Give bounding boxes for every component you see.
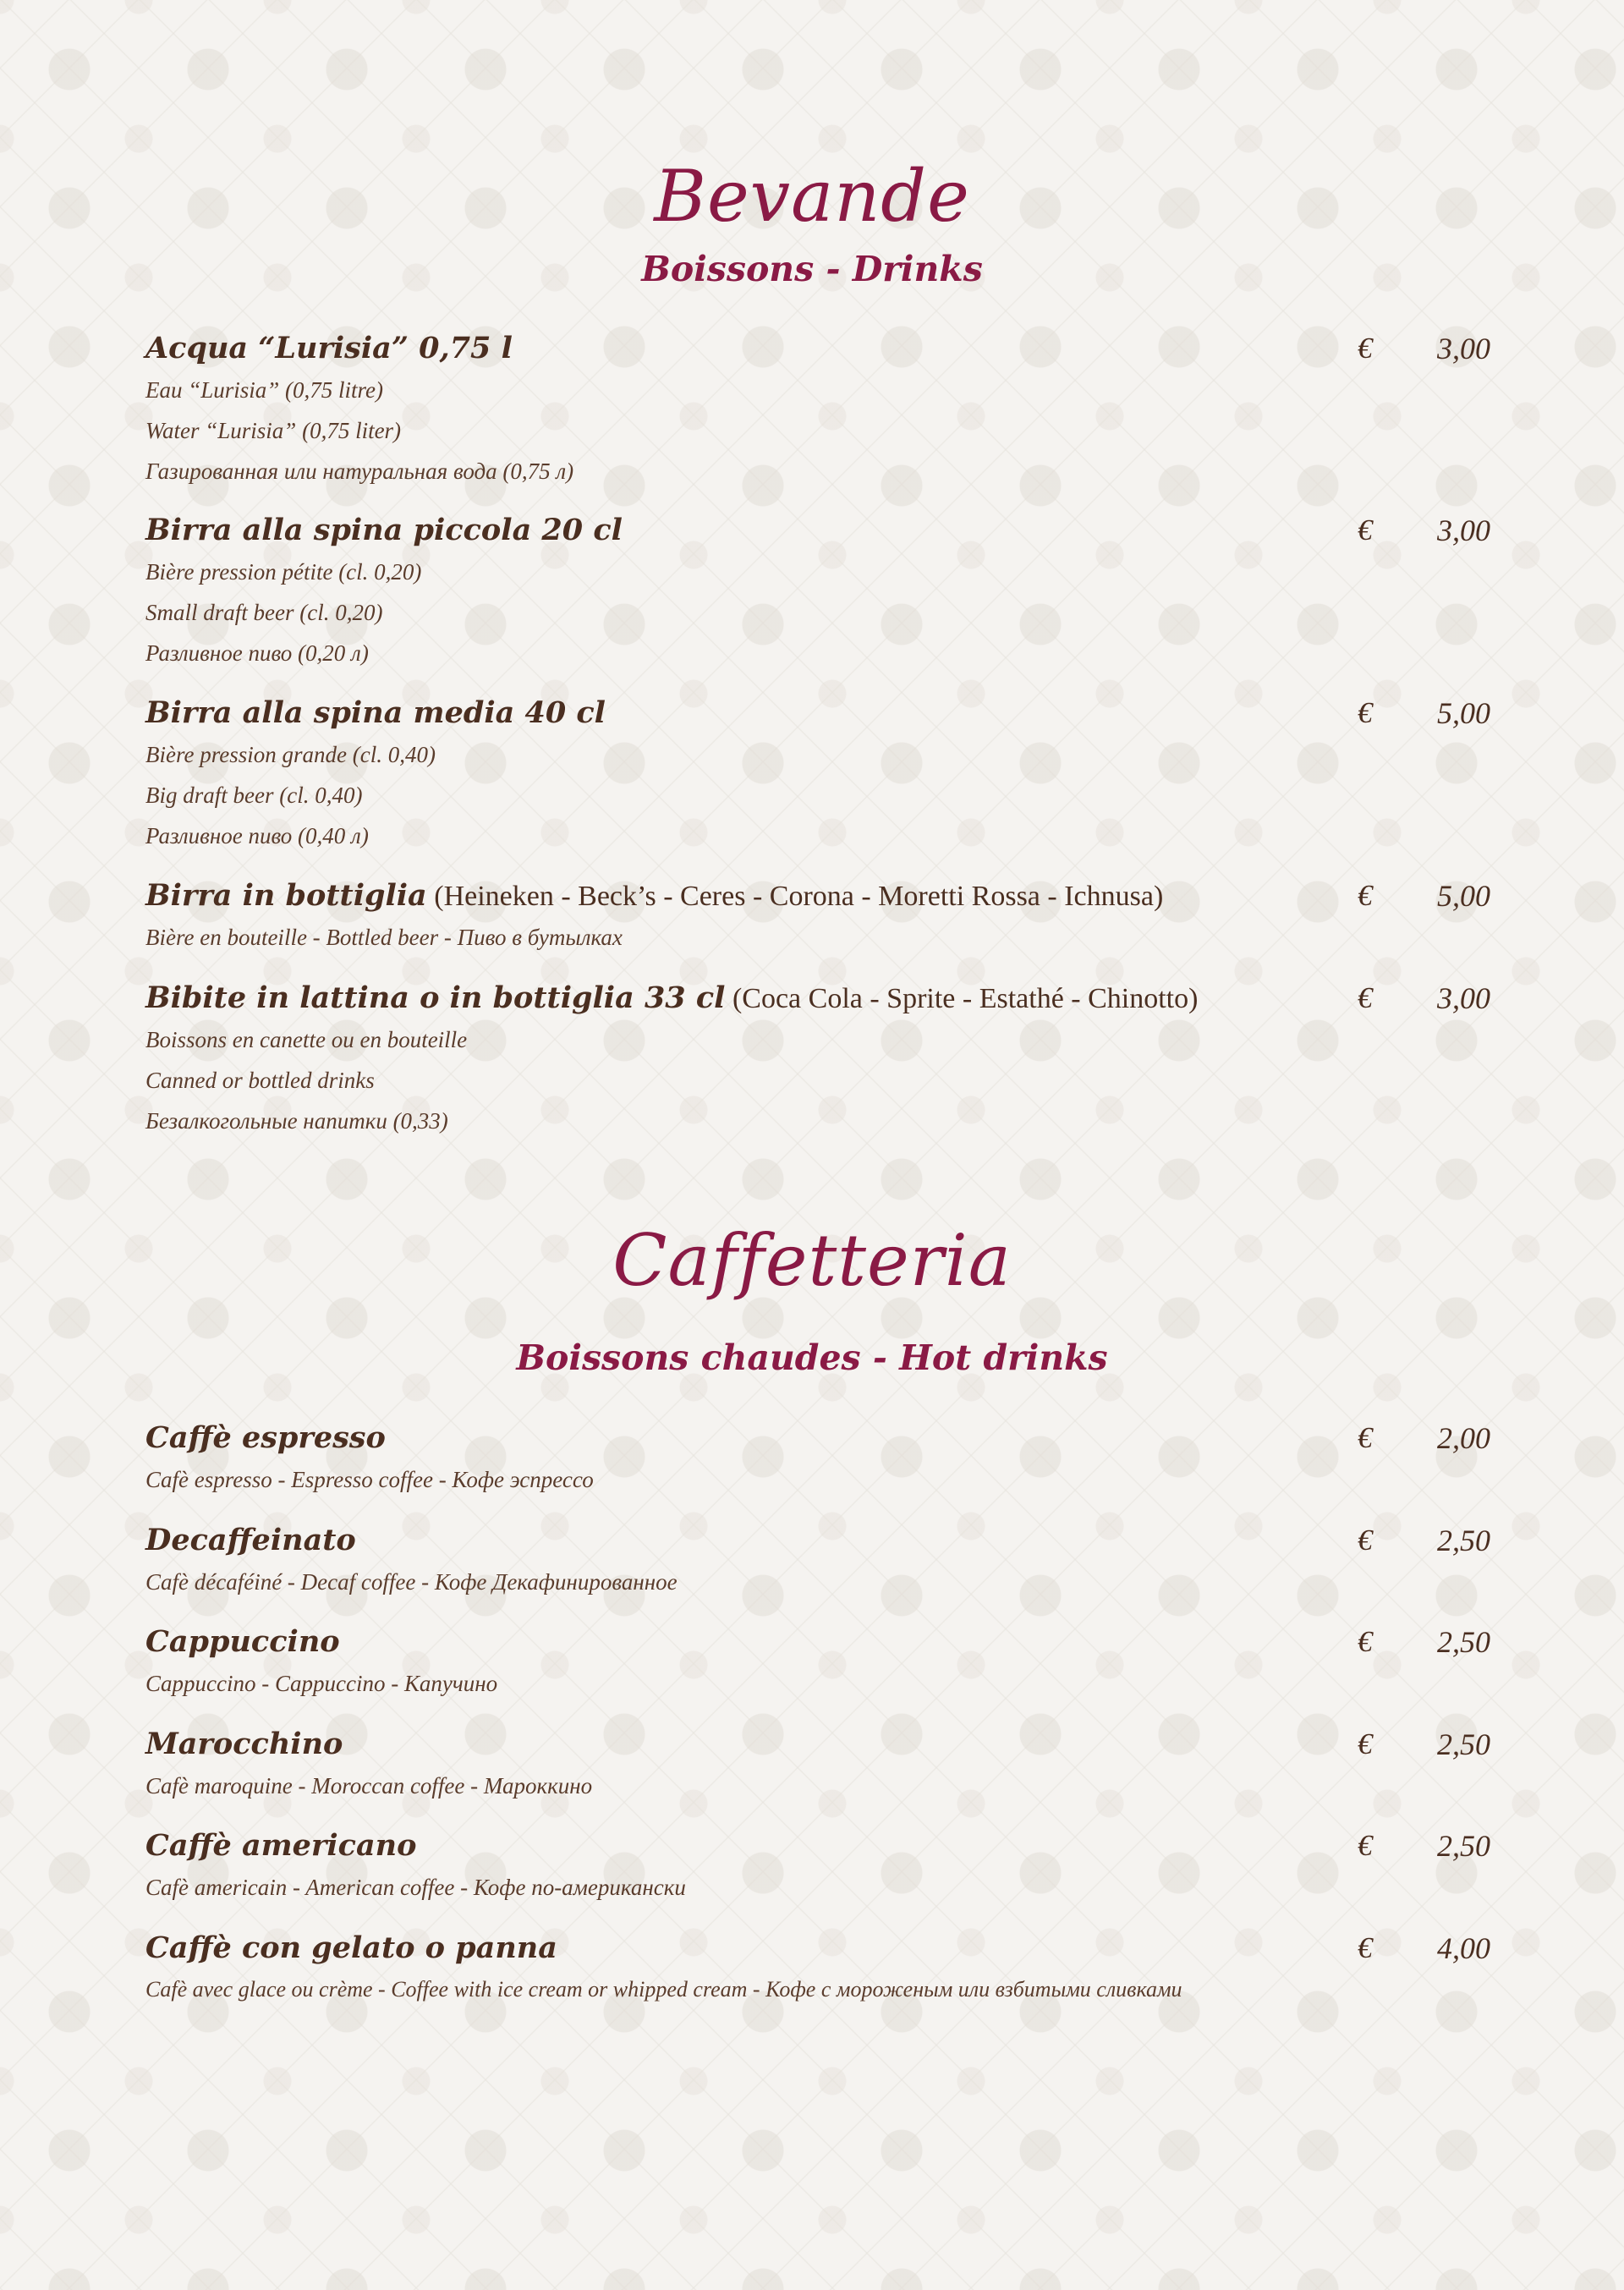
menu-item-caffe-americano	[145, 1825, 1490, 1908]
item-desc-ru: Разливное пиво (0,40 л)	[145, 823, 369, 848]
item-desc: Cafè espresso - Espresso coffee - Кофе эспрессо	[145, 1467, 594, 1492]
item-name: Decaffeinato	[145, 1523, 356, 1557]
euro-symbol: €	[1358, 332, 1373, 365]
euro-symbol: €	[1358, 1625, 1373, 1658]
item-price: 3,00	[1437, 513, 1490, 547]
euro-symbol: €	[1358, 1931, 1373, 1964]
section-subtitle-caffetteria: Boissons chaudes - Hot drinks	[516, 1337, 1108, 1378]
item-desc: Cappuccino - Cappuccino - Капучино	[145, 1671, 498, 1696]
item-name: Caffè americano	[145, 1828, 417, 1863]
item-name: Birra in bottiglia	[145, 878, 427, 913]
item-name: Cappuccino	[145, 1624, 340, 1659]
menu-item-acqua	[145, 327, 1490, 491]
item-desc: Cafè americain - American coffee - Кофе по-американски	[145, 1875, 686, 1900]
item-name: Birra alla spina media 40 cl	[145, 695, 606, 730]
item-brands: (Heineken - Beck’s - Ceres - Corona - Moretti Rossa - Ichnusa)	[426, 881, 1164, 912]
item-desc-en: Big draft beer (cl. 0,40)	[145, 783, 363, 808]
item-price: 5,00	[1437, 879, 1490, 913]
euro-symbol: €	[1358, 879, 1373, 912]
euro-symbol: €	[1358, 1727, 1373, 1760]
menu-item-birra-bottiglia	[145, 875, 1490, 958]
item-price: 2,50	[1437, 1829, 1490, 1863]
menu-item-cappuccino	[145, 1621, 1490, 1704]
item-brands: (Coca Cola - Sprite - Estathé - Chinotto)	[725, 983, 1199, 1014]
item-desc-ru: Безалкогольные напитки (0,33)	[145, 1108, 448, 1134]
item-price: 2,50	[1437, 1625, 1490, 1659]
item-desc-en: Canned or bottled drinks	[145, 1068, 375, 1093]
section-subtitle-bevande: Boissons - Drinks	[641, 249, 983, 289]
item-desc-fr: Boissons en canette ou en bouteille	[145, 1027, 468, 1052]
euro-symbol: €	[1358, 513, 1373, 546]
menu-item-caffe-gelato-panna	[145, 1927, 1490, 2010]
item-price: 5,00	[1437, 696, 1490, 730]
item-price: 2,50	[1437, 1727, 1490, 1761]
menu-item-birra-piccola	[145, 509, 1490, 673]
menu-item-birra-media	[145, 692, 1490, 856]
item-price: 2,00	[1437, 1421, 1490, 1455]
item-name: Acqua “Lurisia” 0,75 l	[145, 331, 513, 365]
item-desc-ru: Разливное пиво (0,20 л)	[145, 640, 369, 666]
item-desc: Cafè avec glace ou crème - Coffee with ice cream or whipped cream - Кофе с мороженым или взбитыми сливками	[145, 1977, 1182, 2002]
item-desc: Bière en bouteille - Bottled beer - Пиво в бутылках	[145, 925, 623, 950]
item-desc-fr: Bière pression pétite (cl. 0,20)	[145, 559, 422, 585]
section-title-bevande: Bevande	[654, 155, 970, 238]
euro-symbol: €	[1358, 696, 1373, 729]
section-title-caffetteria: Caffetteria	[612, 1219, 1012, 1302]
euro-symbol: €	[1358, 1524, 1373, 1557]
menu-item-bibite	[145, 977, 1490, 1141]
item-price: 2,50	[1437, 1524, 1490, 1557]
item-desc: Cafè décaféiné - Decaf coffee - Кофе Декафинированное	[145, 1569, 678, 1595]
euro-symbol: €	[1358, 981, 1373, 1014]
item-name: Marocchino	[145, 1727, 343, 1761]
euro-symbol: €	[1358, 1829, 1373, 1862]
item-desc-fr: Bière pression grande (cl. 0,40)	[145, 742, 436, 767]
item-price: 3,00	[1437, 332, 1490, 365]
item-name: Bibite in lattina o in bottiglia 33 cl	[145, 980, 726, 1015]
item-name: Birra alla spina piccola 20 cl	[145, 513, 623, 547]
item-name: Caffè espresso	[145, 1420, 386, 1455]
menu-item-caffe-espresso	[145, 1417, 1490, 1500]
menu-item-marocchino	[145, 1723, 1490, 1806]
item-desc-ru: Газированная или натуральная вода (0,75 л)	[145, 459, 574, 484]
item-desc-en: Water “Lurisia” (0,75 liter)	[145, 418, 402, 443]
item-price: 4,00	[1437, 1931, 1490, 1965]
item-desc-en: Small draft beer (cl. 0,20)	[145, 600, 383, 625]
item-desc: Cafè maroquine - Moroccan coffee - Мароккино	[145, 1773, 593, 1799]
item-desc-fr: Eau “Lurisia” (0,75 litre)	[145, 377, 384, 403]
item-name: Caffè con gelato o panna	[145, 1930, 557, 1965]
euro-symbol: €	[1358, 1421, 1373, 1454]
menu-item-decaffeinato	[145, 1519, 1490, 1602]
item-price: 3,00	[1437, 981, 1490, 1015]
